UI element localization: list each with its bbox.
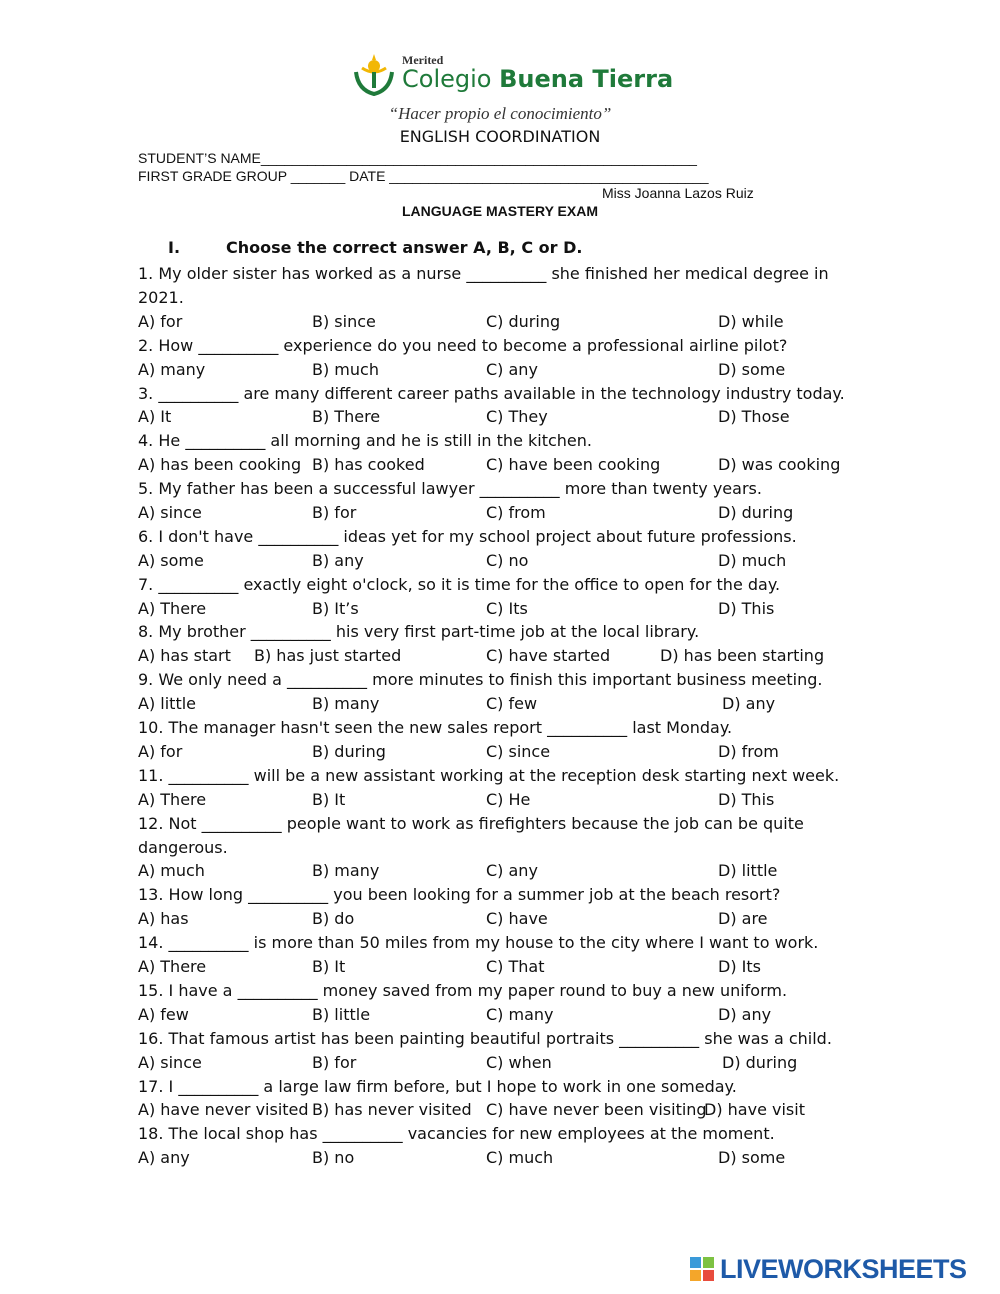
answer-option[interactable]: B) has never visited (312, 1100, 472, 1120)
answer-option[interactable]: A) little (138, 694, 196, 714)
question-text: 1. My older sister has worked as a nurse __________ she finished her medical degree in 2021. (138, 264, 829, 307)
answer-option[interactable]: B) many (312, 861, 380, 881)
answer-option[interactable]: D) Those (718, 407, 790, 427)
answer-option[interactable]: D) little (718, 861, 778, 881)
answer-option[interactable]: D) has been starting (660, 646, 825, 666)
answer-options (138, 453, 878, 477)
answer-option[interactable]: D) any (718, 1004, 772, 1024)
answer-option[interactable]: B) for (312, 1052, 357, 1072)
answer-option[interactable]: A) There (138, 789, 207, 809)
question-text: 16. That famous artist has been painting beautiful portraits __________ she was a child. (138, 1028, 832, 1048)
answer-options (138, 788, 878, 812)
answer-option[interactable]: C) any (486, 359, 538, 379)
answer-options (138, 1051, 878, 1075)
answer-option[interactable]: A) much (138, 861, 205, 881)
answer-option[interactable]: B) for (312, 503, 357, 522)
answer-options (138, 740, 878, 764)
answer-option[interactable]: C) have (486, 909, 548, 929)
answer-option[interactable]: A) for (138, 311, 183, 331)
question-text: 7. __________ exactly eight o'clock, so it is time for the office to open for the day. (138, 574, 781, 594)
answer-option[interactable]: A) There (138, 598, 207, 618)
question-text: 11. __________ will be a new assistant working at the reception desk starting next week. (138, 765, 840, 785)
answer-option[interactable]: B) little (312, 1004, 371, 1024)
answer-option[interactable]: A) has been cooking (138, 455, 302, 475)
student-name-line: STUDENT’S NAME________________________________________________________ (138, 150, 697, 166)
answer-option[interactable]: A) has start (138, 646, 231, 666)
answer-options (138, 358, 878, 382)
answer-options (138, 1003, 878, 1027)
answer-options (138, 859, 878, 883)
answer-option[interactable]: D) from (718, 741, 779, 761)
footer-watermark (690, 1254, 990, 1284)
answer-option[interactable]: C) He (486, 789, 531, 809)
answer-option[interactable]: D) Its (718, 957, 761, 977)
answer-options (138, 549, 878, 573)
section-heading: I. Choose the correct answer A, B, C or D. (168, 238, 583, 257)
answer-option[interactable]: C) few (486, 694, 538, 714)
answer-option[interactable]: C) any (486, 861, 538, 881)
answer-option[interactable]: C) when (486, 1052, 552, 1072)
answer-option[interactable]: C) during (486, 311, 561, 331)
answer-option[interactable]: D) have visit (704, 1100, 805, 1120)
answer-option[interactable]: A) many (138, 359, 206, 379)
answer-option[interactable]: A) for (138, 741, 183, 761)
answer-options (138, 597, 878, 621)
answer-option[interactable]: D) during (718, 503, 794, 522)
answer-option[interactable]: B) has cooked (312, 455, 425, 475)
answer-option[interactable]: A) any (138, 1148, 190, 1168)
answer-option[interactable]: D) This (718, 598, 775, 618)
answer-option[interactable]: D) are (718, 909, 768, 929)
question-text: 10. The manager hasn't seen the new sales report __________ last Monday. (138, 718, 733, 738)
coordination-heading: ENGLISH COORDINATION (399, 127, 601, 146)
question-text: 5. My father has been a successful lawyer __________ more than twenty years. (138, 479, 762, 499)
teacher-name: Miss Joanna Lazos Ruiz (602, 185, 754, 201)
answer-option[interactable]: D) much (718, 550, 787, 570)
question-text: 8. My brother __________ his very first part-time job at the local library. (138, 622, 700, 642)
answer-option[interactable]: B) since (312, 311, 376, 331)
answer-option[interactable]: B) has just started (254, 646, 402, 666)
answer-options (138, 692, 878, 716)
answer-option[interactable]: C) They (486, 407, 548, 427)
school-logo (350, 48, 674, 103)
college-name: Colegio Buena Tierra (402, 65, 674, 93)
group-date-line: FIRST GRADE GROUP _______ DATE _________________________________________ (138, 168, 709, 184)
question-text: 3. __________ are many different career paths available in the technology industry today. (138, 383, 845, 403)
answer-option[interactable]: C) have been cooking (486, 455, 661, 475)
answer-option[interactable]: B) no (312, 1148, 355, 1168)
answer-option[interactable]: A) few (138, 1004, 189, 1024)
answer-option[interactable]: C) have never been visiting (486, 1100, 707, 1120)
question-text: 17. I __________ a large law firm before, but I hope to work in one someday. (138, 1076, 737, 1096)
answer-option[interactable]: C) no (486, 550, 529, 570)
answer-option[interactable]: C) since (486, 741, 551, 761)
question-text: 4. He __________ all morning and he is still in the kitchen. (138, 431, 592, 451)
answer-option[interactable]: B) during (312, 741, 386, 761)
answer-option[interactable]: A) It (138, 407, 172, 427)
question-text: 12. Not __________ people want to work as firefighters because the job can be quite dangerous. (138, 813, 804, 857)
answer-options (138, 955, 878, 979)
answer-option[interactable]: A) There (138, 957, 207, 977)
answer-option[interactable]: D) was cooking (718, 455, 841, 475)
answer-option[interactable]: A) have never visited (138, 1100, 309, 1120)
answer-option[interactable]: C) many (486, 1004, 554, 1024)
answer-option[interactable]: B) any (312, 550, 364, 570)
answer-option[interactable]: C) much (486, 1148, 554, 1168)
answer-options (138, 1098, 878, 1122)
school-crest-icon (350, 50, 398, 98)
answer-options (138, 405, 878, 429)
answer-option[interactable]: B) many (312, 694, 380, 714)
answer-option[interactable]: B) It’s (312, 598, 359, 618)
answer-options (138, 501, 878, 525)
answer-option[interactable]: B) There (312, 407, 381, 427)
school-motto: “Hacer propio el conocimiento” (388, 104, 612, 123)
question-text: 13. How long __________ you been looking for a summer job at the beach resort? (138, 885, 781, 905)
answer-options (138, 1146, 878, 1170)
question-list (138, 262, 878, 1170)
answer-option[interactable]: B) do (312, 909, 355, 929)
answer-option[interactable]: D) any (722, 694, 776, 714)
answer-options (138, 644, 878, 668)
answer-option[interactable]: B) much (312, 359, 379, 379)
answer-options (138, 310, 878, 334)
answer-option[interactable]: B) It (312, 789, 346, 809)
question-text: 18. The local shop has __________ vacancies for new employees at the moment. (138, 1124, 775, 1144)
question-text: 15. I have a __________ money saved from my paper round to buy a new uniform. (138, 980, 788, 1000)
answer-option[interactable]: D) some (718, 359, 786, 379)
question-text: 2. How __________ experience do you need to become a professional airline pilot? (138, 335, 788, 355)
liveworksheets-logo-icon (690, 1257, 716, 1281)
answer-option[interactable]: C) from (486, 503, 546, 522)
answer-option[interactable]: D) while (718, 311, 784, 331)
answer-options (138, 907, 878, 931)
answer-option[interactable]: A) since (138, 503, 202, 522)
answer-option[interactable]: C) Its (486, 598, 528, 618)
question-text: 6. I don't have __________ ideas yet for my school project about future professions. (138, 526, 797, 546)
answer-option[interactable]: D) during (722, 1052, 798, 1072)
brand-name: LIVEWORKSHEETS (720, 1254, 967, 1284)
question-text: 9. We only need a __________ more minutes to finish this important business meeting. (138, 670, 823, 690)
answer-option[interactable]: A) some (138, 550, 204, 570)
answer-option[interactable]: A) since (138, 1052, 202, 1072)
answer-option[interactable]: B) It (312, 957, 346, 977)
question-text: 14. __________ is more than 50 miles from my house to the city where I want to work. (138, 933, 819, 953)
answer-option[interactable]: D) some (718, 1148, 786, 1168)
answer-option[interactable]: A) has (138, 909, 189, 929)
answer-option[interactable]: D) This (718, 789, 775, 809)
merited-label: Merited (402, 53, 444, 67)
answer-option[interactable]: C) That (486, 957, 545, 977)
answer-option[interactable]: C) have started (486, 646, 611, 666)
exam-title: LANGUAGE MASTERY EXAM (401, 203, 598, 219)
